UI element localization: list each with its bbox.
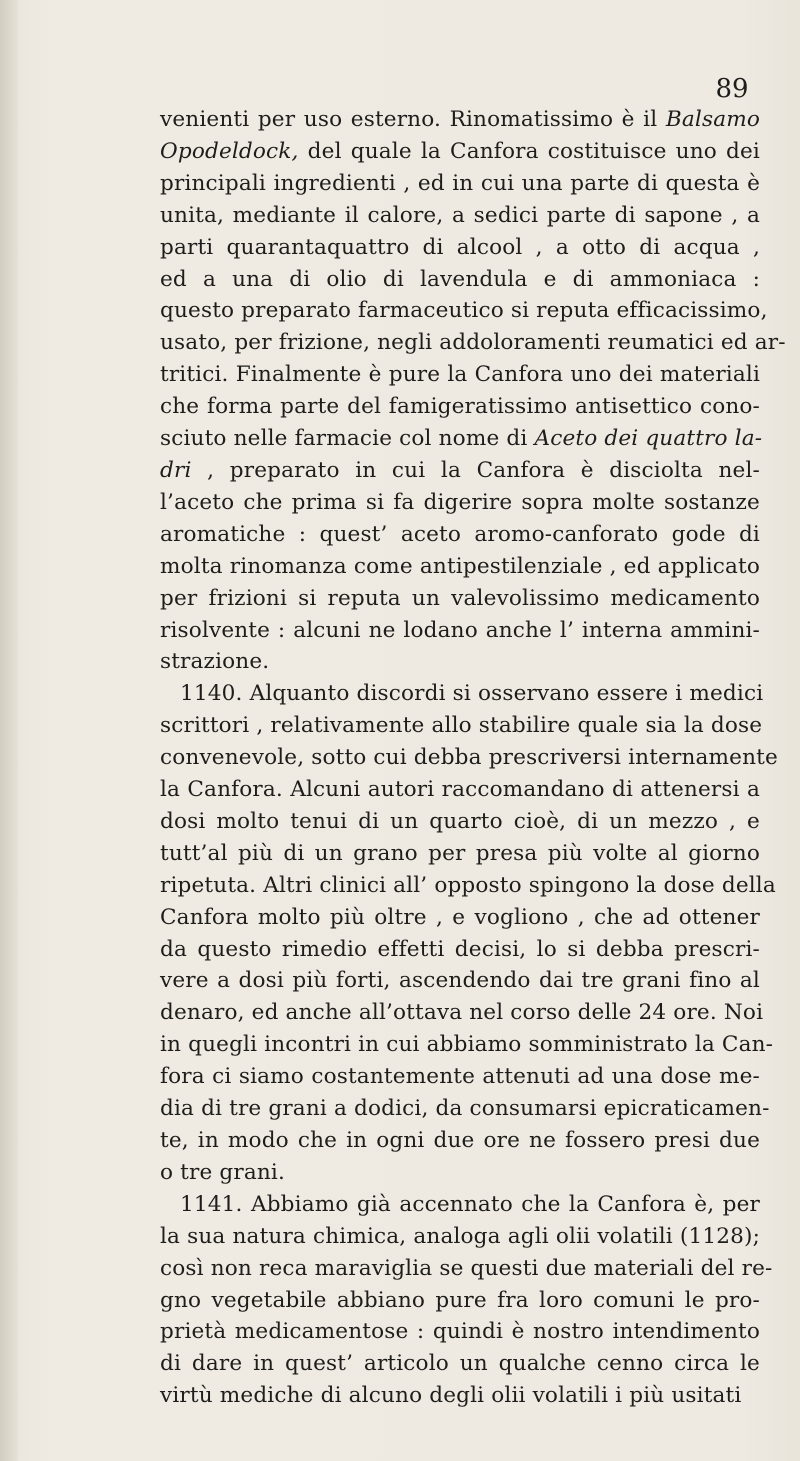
text-line <box>160 104 760 136</box>
text-line <box>160 295 768 327</box>
text-segment: gno vegetabile abbiano pure fra loro comuni le pro- <box>160 1287 760 1313</box>
text-segment: Canfora molto più oltre , e vogliono , che ad ottener <box>160 904 760 930</box>
text-line <box>160 1189 760 1221</box>
paragraph <box>160 104 786 678</box>
text-line <box>160 136 760 168</box>
text-line <box>160 1348 760 1380</box>
text-line <box>160 806 760 838</box>
text-line <box>160 902 760 934</box>
text-line <box>160 423 763 455</box>
text-segment: del quale la Canfora costituisce uno dei <box>298 138 760 164</box>
page-number: 89 <box>715 74 749 104</box>
text-segment: aromatiche : quest’ aceto aromo-canforato gode di <box>160 521 760 547</box>
text-segment: sciuto nelle farmacie col nome di <box>160 426 535 452</box>
text-line <box>160 965 760 997</box>
text-line <box>160 455 760 487</box>
text-line <box>160 583 760 615</box>
text-line <box>160 200 760 232</box>
text-segment: che forma parte del famigeratissimo antisettico cono- <box>160 394 760 420</box>
text-segment: 1140. Alquanto discordi si osservano essere i medici <box>180 681 764 707</box>
text-line <box>160 391 760 423</box>
italic-text: Opodeldock, <box>160 138 299 164</box>
page-gutter-shadow <box>0 0 18 1461</box>
text-line <box>160 1061 760 1093</box>
text-line <box>160 838 760 870</box>
text-segment: o tre grani. <box>160 1159 286 1185</box>
text-line <box>160 1093 770 1125</box>
text-line <box>160 997 764 1029</box>
text-segment: usato, per frizione, negli addoloramenti reumatici ed ar- <box>160 330 786 356</box>
italic-text: Aceto dei quattro la- <box>534 426 763 452</box>
text-line <box>160 264 760 296</box>
text-line <box>160 934 760 966</box>
text-segment: molta rinomanza come antipestilenziale , ed applicato <box>160 553 760 579</box>
text-line <box>160 1157 760 1189</box>
text-segment: l’aceto che prima si fa digerire sopra molte sostanze <box>160 489 760 515</box>
text-segment: per frizioni si reputa un valevolissimo medicamento <box>160 585 760 611</box>
text-segment: 1141. Abbiamo già accennato che la Canfora è, per <box>180 1191 760 1217</box>
paragraph <box>160 678 778 1189</box>
text-segment: di dare in quest’ articolo un qualche cenno circa le <box>160 1351 760 1377</box>
text-line <box>160 870 776 902</box>
text-line <box>160 1380 760 1412</box>
text-segment: dosi molto tenui di un quarto cioè, di un mezzo , e <box>160 808 760 834</box>
text-line <box>160 710 763 742</box>
text-segment: te, in modo che in ogni due ore ne fossero presi due <box>160 1128 760 1153</box>
text-segment: ed a una di olio di lavendula e di ammoniaca : <box>160 266 760 292</box>
text-line <box>160 646 760 678</box>
text-segment: in quegli incontri in cui abbiamo somministrato la Can- <box>160 1032 774 1058</box>
text-segment: venienti per uso esterno. Rinomatissimo è il <box>160 107 666 132</box>
text-segment: tutt’al più di un grano per presa più volte al giorno <box>160 840 760 866</box>
text-segment: da questo rimedio effetti decisi, lo si debba prescri- <box>160 936 760 962</box>
text-line <box>160 1221 760 1253</box>
text-line <box>160 168 760 200</box>
text-segment: fora ci siamo costantemente attenuti ad una dose me- <box>160 1064 760 1090</box>
text-segment: principali ingredienti , ed in cui una parte di questa è <box>160 170 760 196</box>
text-segment: ripetuta. Altri clinici all’ opposto spingono la dose della <box>160 872 776 898</box>
text-line <box>160 615 760 647</box>
text-segment: vere a dosi più forti, ascendendo dai tre grani fino al <box>160 968 760 994</box>
text-segment: convenevole, sotto cui debba prescriversi internamente <box>160 745 778 771</box>
text-segment: dia di tre grani a dodici, da consumarsi epicraticamen- <box>160 1096 770 1122</box>
text-line <box>160 678 764 710</box>
text-line <box>160 232 760 264</box>
text-line <box>160 1253 773 1285</box>
text-segment: unita, mediante il calore, a sedici parte di sapone , a <box>160 202 760 228</box>
text-segment: la Canfora. Alcuni autori raccomandano di attenersi a <box>160 777 760 803</box>
italic-text: dri <box>160 457 192 483</box>
text-segment: parti quarantaquattro di alcool , a otto di acqua , <box>160 234 760 260</box>
text-segment: tritici. Finalmente è pure la Canfora uno dei materiali <box>160 362 760 388</box>
text-segment: scrittori , relativamente allo stabilire quale sia la dose <box>160 713 763 739</box>
text-segment: risolvente : alcuni ne lodano anche l’ interna ammini- <box>160 617 760 643</box>
text-segment: , preparato in cui la Canfora è disciolta nel- <box>191 457 760 483</box>
text-line <box>160 1285 760 1317</box>
italic-text: Balsamo <box>665 107 760 132</box>
text-line <box>160 487 760 519</box>
text-line <box>160 1316 760 1348</box>
text-segment: questo preparato farmaceutico si reputa efficacissimo, <box>160 298 768 324</box>
text-line <box>160 742 778 774</box>
text-segment: prietà medicamentose : quindi è nostro intendimento <box>160 1319 760 1345</box>
text-line <box>160 519 760 551</box>
text-line <box>160 1029 774 1061</box>
text-segment: virtù mediche di alcuno degli olii volatili i più usitati <box>160 1383 742 1409</box>
text-segment: la sua natura chimica, analoga agli olii volatili (1128); <box>160 1223 760 1249</box>
text-line <box>160 1125 760 1157</box>
text-line <box>160 359 760 391</box>
text-segment: denaro, ed anche all’ottava nel corso delle 24 ore. Noi <box>160 1000 764 1026</box>
body-text <box>160 104 786 1412</box>
text-line <box>160 327 786 359</box>
paragraph <box>160 1189 773 1412</box>
text-segment: così non reca maraviglia se questi due materiali del re- <box>160 1255 773 1281</box>
text-line <box>160 551 760 583</box>
text-line <box>160 774 760 806</box>
text-segment: strazione. <box>160 649 270 675</box>
